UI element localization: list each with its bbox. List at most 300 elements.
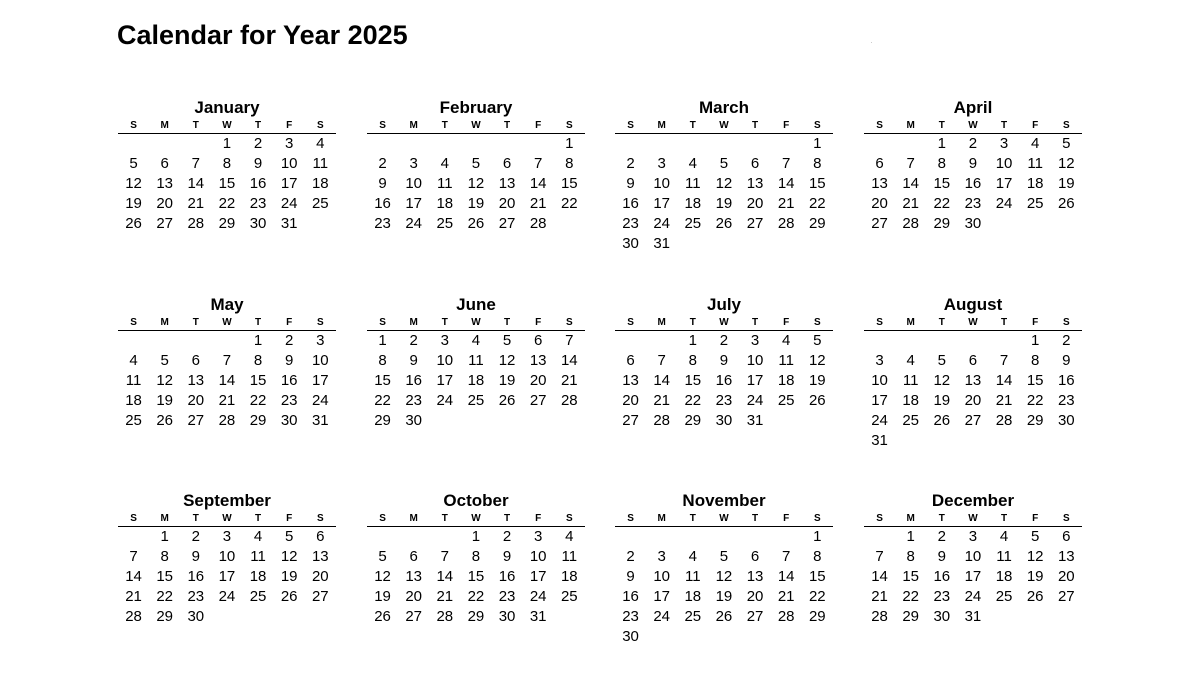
day-cell: 2: [191, 528, 200, 545]
day-cell: 2: [502, 528, 512, 545]
day-cell: 29: [808, 608, 826, 625]
day-cell: 15: [218, 175, 236, 192]
weekday-label: S: [1062, 513, 1070, 524]
day-cell: 19: [125, 195, 142, 212]
weekday-label: M: [409, 513, 418, 524]
day-cell: 27: [746, 215, 764, 232]
day-cell: 14: [902, 175, 920, 192]
weekday-label: S: [1062, 120, 1070, 131]
day-cell: 26: [125, 215, 142, 232]
day-cell: 15: [902, 568, 920, 585]
day-cell: 12: [125, 175, 142, 192]
day-cell: 18: [777, 372, 795, 389]
day-cell: 11: [778, 352, 794, 369]
day-cell: 3: [657, 548, 666, 565]
day-cell: 4: [565, 528, 574, 545]
day-cell: 12: [374, 568, 391, 585]
day-cell: 13: [622, 372, 639, 389]
day-grid: [615, 527, 833, 647]
day-cell: 12: [280, 548, 298, 565]
day-cell: 25: [311, 195, 329, 212]
day-cell: 25: [125, 412, 142, 429]
day-cell: 3: [316, 332, 325, 349]
month-december: [864, 491, 1084, 627]
weekday-label: S: [379, 317, 386, 328]
month-name: January: [194, 98, 260, 117]
weekday-header: [615, 118, 833, 134]
day-cell: 11: [561, 548, 578, 565]
day-cell: 28: [187, 215, 205, 232]
day-cell: 25: [777, 392, 795, 409]
weekday-header: [615, 315, 833, 331]
month-february: [367, 98, 587, 234]
weekday-label: W: [719, 120, 729, 131]
day-grid: [615, 331, 833, 431]
day-cell: 8: [688, 352, 697, 369]
day-cell: 5: [1062, 135, 1071, 152]
day-cell: 4: [906, 352, 915, 369]
day-cell: 1: [906, 528, 915, 545]
day-cell: 1: [471, 528, 481, 545]
day-cell: 2: [937, 528, 946, 545]
weekday-label: S: [813, 317, 821, 328]
weekday-label: T: [192, 317, 199, 328]
weekday-label: T: [689, 317, 696, 328]
day-grid: [864, 134, 1082, 234]
day-cell: 13: [311, 548, 329, 565]
empty-cell: [118, 331, 149, 351]
weekday-label: T: [689, 513, 696, 524]
day-cell: 5: [1031, 528, 1040, 545]
day-cell: 16: [249, 175, 267, 192]
weekday-header: [864, 511, 1082, 527]
weekday-label: S: [813, 120, 821, 131]
day-cell: 12: [808, 352, 826, 369]
empty-cell: [367, 527, 398, 547]
day-cell: 20: [311, 568, 329, 585]
weekday-label: M: [906, 120, 915, 131]
day-cell: 14: [777, 568, 795, 585]
empty-cell: [149, 331, 180, 351]
weekday-label: M: [657, 513, 666, 524]
weekday-label: T: [192, 513, 199, 524]
day-cell: 16: [715, 372, 733, 389]
day-cell: 20: [156, 195, 174, 212]
day-cell: 24: [871, 412, 888, 429]
weekday-label: F: [1032, 317, 1039, 328]
empty-cell: [118, 134, 149, 154]
day-cell: 3: [409, 155, 418, 172]
day-cell: 15: [156, 568, 174, 585]
day-cell: 4: [1031, 135, 1040, 152]
day-cell: 29: [1026, 412, 1044, 429]
day-cell: 3: [534, 528, 543, 545]
day-cell: 21: [125, 588, 142, 605]
day-cell: 22: [374, 392, 391, 409]
day-cell: 27: [1057, 588, 1075, 605]
day-cell: 3: [657, 155, 666, 172]
day-cell: 10: [218, 548, 236, 565]
day-cell: 3: [440, 332, 449, 349]
day-cell: 22: [156, 588, 174, 605]
day-cell: 13: [529, 352, 547, 369]
month-name: August: [943, 295, 1003, 314]
day-cell: 19: [498, 372, 516, 389]
day-cell: 21: [902, 195, 920, 212]
day-cell: 20: [746, 588, 764, 605]
day-cell: 22: [684, 392, 702, 409]
day-cell: 6: [409, 548, 418, 565]
day-cell: 14: [777, 175, 795, 192]
day-cell: 25: [249, 588, 267, 605]
weekday-header: [118, 511, 336, 527]
day-cell: 9: [409, 352, 418, 369]
day-cell: 10: [653, 175, 671, 192]
day-cell: 24: [529, 588, 547, 605]
day-cell: 18: [902, 392, 920, 409]
day-cell: 30: [622, 628, 639, 645]
day-cell: 18: [467, 372, 485, 389]
day-cell: 2: [719, 332, 729, 349]
day-cell: 1: [222, 135, 232, 152]
day-cell: 26: [715, 608, 733, 625]
empty-cell: [492, 134, 523, 154]
day-cell: 5: [502, 332, 512, 349]
day-cell: 9: [626, 568, 635, 585]
day-cell: 26: [1026, 588, 1044, 605]
day-cell: 26: [498, 392, 516, 409]
day-cell: 9: [378, 175, 387, 192]
day-cell: 28: [436, 608, 454, 625]
day-cell: 29: [808, 215, 826, 232]
day-cell: 1: [253, 332, 263, 349]
day-cell: 17: [653, 588, 671, 605]
empty-cell: [708, 134, 739, 154]
month-april: [864, 98, 1084, 234]
day-cell: 7: [191, 155, 200, 172]
day-cell: 4: [999, 528, 1009, 545]
empty-cell: [646, 331, 677, 351]
day-cell: 13: [405, 568, 423, 585]
day-cell: 19: [1026, 568, 1044, 585]
day-cell: 12: [467, 175, 485, 192]
day-cell: 2: [285, 332, 294, 349]
weekday-label: S: [1062, 317, 1070, 328]
weekday-label: W: [968, 513, 978, 524]
day-cell: 21: [187, 195, 205, 212]
day-cell: 14: [560, 352, 578, 369]
day-cell: 29: [156, 608, 174, 625]
weekday-label: M: [409, 120, 418, 131]
day-cell: 29: [218, 215, 236, 232]
day-cell: 4: [688, 155, 697, 172]
day-cell: 28: [560, 392, 578, 409]
day-cell: 25: [684, 608, 702, 625]
weekday-label: W: [719, 513, 729, 524]
weekday-label: F: [783, 317, 790, 328]
empty-cell: [677, 134, 708, 154]
day-cell: 24: [964, 588, 982, 605]
empty-cell: [957, 331, 988, 351]
weekday-label: T: [938, 513, 945, 524]
day-cell: 14: [436, 568, 454, 585]
day-cell: 30: [405, 412, 423, 429]
day-cell: 16: [187, 568, 205, 585]
day-cell: 8: [378, 352, 387, 369]
day-cell: 11: [312, 155, 329, 172]
day-cell: 5: [813, 332, 822, 349]
day-grid: [367, 134, 585, 234]
day-cell: 30: [1057, 412, 1075, 429]
weekday-label: M: [160, 513, 169, 524]
day-cell: 26: [808, 392, 826, 409]
day-cell: 28: [777, 608, 795, 625]
day-cell: 27: [871, 215, 888, 232]
day-cell: 30: [622, 235, 639, 252]
day-cell: 29: [933, 215, 951, 232]
empty-cell: [895, 331, 926, 351]
weekday-header: [367, 315, 585, 331]
day-cell: 26: [374, 608, 391, 625]
day-cell: 16: [498, 568, 516, 585]
weekday-header: [864, 118, 1082, 134]
day-cell: 28: [777, 215, 795, 232]
month-name: March: [698, 98, 750, 117]
day-cell: 21: [560, 372, 578, 389]
day-cell: 25: [467, 392, 485, 409]
day-cell: 17: [871, 392, 888, 409]
day-cell: 18: [684, 588, 702, 605]
day-cell: 23: [374, 215, 391, 232]
day-cell: 7: [534, 155, 543, 172]
day-cell: 30: [249, 215, 267, 232]
weekday-label: T: [504, 120, 511, 131]
day-cell: 12: [1057, 155, 1075, 172]
day-cell: 18: [995, 568, 1013, 585]
day-cell: 15: [560, 175, 578, 192]
day-cell: 7: [657, 352, 666, 369]
day-cell: 15: [808, 175, 826, 192]
day-cell: 15: [467, 568, 485, 585]
empty-cell: [864, 331, 895, 351]
weekday-label: F: [286, 317, 293, 328]
day-cell: 27: [746, 608, 764, 625]
day-cell: 8: [160, 548, 169, 565]
day-cell: 3: [968, 528, 978, 545]
weekday-label: F: [1032, 120, 1039, 131]
day-cell: 22: [1026, 392, 1044, 409]
day-cell: 5: [719, 548, 729, 565]
day-cell: 6: [750, 548, 760, 565]
day-cell: 20: [187, 392, 205, 409]
day-cell: 20: [529, 372, 547, 389]
weekday-label: F: [1032, 513, 1039, 524]
empty-cell: [646, 134, 677, 154]
day-cell: 4: [129, 352, 138, 369]
weekday-label: S: [627, 120, 634, 131]
day-cell: 13: [187, 372, 205, 389]
day-cell: 14: [529, 175, 547, 192]
weekday-label: T: [192, 120, 199, 131]
day-cell: 13: [964, 372, 982, 389]
day-cell: 3: [999, 135, 1009, 152]
weekday-label: S: [565, 317, 573, 328]
month-november: [615, 491, 835, 647]
day-cell: 5: [285, 528, 294, 545]
day-cell: 23: [933, 588, 951, 605]
day-cell: 24: [436, 392, 454, 409]
weekday-label: T: [441, 120, 448, 131]
day-cell: 24: [280, 195, 298, 212]
empty-cell: [615, 134, 646, 154]
day-cell: 22: [218, 195, 236, 212]
weekday-header: [367, 511, 585, 527]
day-cell: 4: [253, 528, 263, 545]
day-cell: 21: [436, 588, 454, 605]
day-cell: 1: [1031, 332, 1040, 349]
day-cell: 12: [715, 568, 733, 585]
day-cell: 1: [813, 528, 822, 545]
day-cell: 17: [405, 195, 423, 212]
day-cell: 1: [688, 332, 697, 349]
day-cell: 2: [1062, 332, 1071, 349]
day-cell: 10: [653, 568, 671, 585]
weekday-label: S: [316, 120, 324, 131]
day-cell: 29: [467, 608, 485, 625]
day-cell: 7: [129, 548, 138, 565]
weekday-label: M: [906, 513, 915, 524]
day-cell: 17: [436, 372, 454, 389]
day-cell: 8: [471, 548, 481, 565]
day-cell: 23: [715, 392, 733, 409]
day-cell: 21: [871, 588, 888, 605]
day-cell: 8: [906, 548, 915, 565]
day-cell: 26: [156, 412, 174, 429]
day-cell: 26: [280, 588, 298, 605]
day-cell: 9: [937, 548, 946, 565]
day-cell: 23: [498, 588, 516, 605]
day-cell: 30: [280, 412, 298, 429]
empty-cell: [615, 331, 646, 351]
day-cell: 19: [374, 588, 391, 605]
month-name: June: [456, 295, 496, 314]
weekday-label: W: [968, 317, 978, 328]
day-cell: 19: [808, 372, 826, 389]
day-cell: 26: [715, 215, 733, 232]
day-cell: 16: [933, 568, 951, 585]
day-cell: 15: [1026, 372, 1044, 389]
weekday-label: S: [316, 513, 324, 524]
day-cell: 6: [316, 528, 325, 545]
weekday-label: S: [627, 317, 634, 328]
empty-cell: [989, 331, 1020, 351]
weekday-label: T: [255, 513, 262, 524]
empty-cell: [677, 527, 708, 547]
day-cell: 15: [933, 175, 951, 192]
weekday-label: F: [783, 513, 790, 524]
day-cell: 14: [187, 175, 205, 192]
weekday-label: S: [876, 317, 883, 328]
month-name: April: [953, 98, 993, 117]
day-cell: 17: [653, 195, 671, 212]
weekday-label: W: [222, 120, 232, 131]
day-cell: 15: [374, 372, 391, 389]
day-cell: 9: [626, 175, 635, 192]
day-cell: 21: [777, 588, 795, 605]
month-name: July: [706, 295, 742, 314]
empty-cell: [926, 331, 957, 351]
month-name: November: [682, 491, 766, 510]
weekday-label: M: [906, 317, 915, 328]
weekday-label: T: [938, 317, 945, 328]
day-cell: 1: [937, 135, 946, 152]
weekday-label: T: [1001, 317, 1008, 328]
day-grid: [864, 527, 1082, 627]
day-cell: 15: [808, 568, 826, 585]
day-cell: 17: [280, 175, 298, 192]
day-cell: 2: [968, 135, 978, 152]
day-cell: 6: [502, 155, 512, 172]
day-cell: 20: [405, 588, 423, 605]
day-cell: 28: [871, 608, 888, 625]
day-cell: 23: [1057, 392, 1075, 409]
weekday-label: M: [160, 120, 169, 131]
empty-cell: [740, 134, 771, 154]
day-cell: 25: [1026, 195, 1044, 212]
day-cell: 31: [746, 412, 764, 429]
day-cell: 12: [498, 352, 516, 369]
weekday-label: M: [657, 317, 666, 328]
weekday-label: F: [286, 513, 293, 524]
day-cell: 7: [782, 155, 791, 172]
day-cell: 27: [405, 608, 423, 625]
day-cell: 6: [1062, 528, 1071, 545]
weekday-label: M: [160, 317, 169, 328]
day-cell: 16: [405, 372, 423, 389]
day-cell: 8: [222, 155, 232, 172]
day-cell: 2: [626, 548, 635, 565]
day-cell: 5: [719, 155, 729, 172]
weekday-header: [864, 315, 1082, 331]
day-cell: 14: [653, 372, 671, 389]
day-cell: 4: [316, 135, 325, 152]
day-cell: 4: [440, 155, 449, 172]
day-cell: 11: [250, 548, 266, 565]
day-cell: 22: [808, 195, 826, 212]
day-cell: 9: [719, 352, 729, 369]
day-cell: 21: [653, 392, 671, 409]
day-cell: 26: [933, 412, 951, 429]
day-cell: 11: [468, 352, 484, 369]
stray-dot: [871, 42, 872, 43]
day-cell: 24: [995, 195, 1013, 212]
day-cell: 23: [622, 215, 639, 232]
day-cell: 19: [933, 392, 951, 409]
empty-cell: [740, 527, 771, 547]
day-cell: 6: [534, 332, 543, 349]
weekday-label: W: [222, 317, 232, 328]
day-cell: 25: [902, 412, 920, 429]
day-cell: 15: [684, 372, 702, 389]
day-cell: 7: [222, 352, 232, 369]
day-cell: 23: [405, 392, 423, 409]
day-cell: 16: [622, 588, 639, 605]
day-cell: 12: [156, 372, 174, 389]
day-cell: 10: [746, 352, 764, 369]
month-june: [367, 295, 587, 431]
weekday-label: T: [689, 120, 696, 131]
day-cell: 20: [746, 195, 764, 212]
